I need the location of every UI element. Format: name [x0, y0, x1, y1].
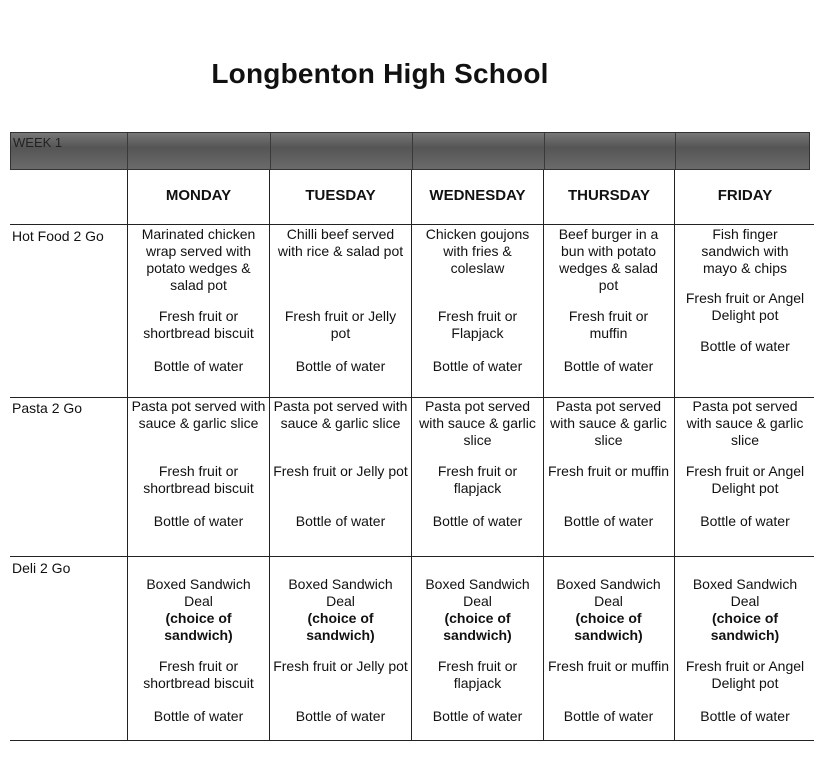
day-header-thursday: THURSDAY — [568, 187, 650, 204]
menu-cell — [416, 398, 539, 449]
week-label: WEEK 1 — [13, 135, 63, 150]
drink-option: Bottle of water — [153, 358, 244, 374]
sandwich-choice: (choice of sandwich) — [164, 610, 233, 643]
day-header-tuesday: TUESDAY — [305, 187, 376, 204]
main-dish: Pasta pot served with sauce & garlic slice — [131, 398, 266, 431]
menu-cell — [131, 463, 266, 497]
grid-line — [10, 556, 814, 557]
menu-cell — [131, 513, 266, 530]
main-dish: Boxed Sandwich Deal — [692, 576, 798, 609]
main-dish: Marinated chicken wrap served with potato wedges & salad pot — [141, 226, 256, 293]
sandwich-choice: (choice of sandwich) — [710, 610, 780, 643]
main-dish: Chicken goujons with fries & coleslaw — [425, 226, 530, 276]
sandwich-choice: (choice of sandwich) — [574, 610, 643, 643]
menu-cell — [549, 308, 668, 342]
menu-cell — [273, 708, 408, 725]
grid-line — [674, 170, 675, 740]
main-dish: Boxed Sandwich Deal — [556, 576, 661, 609]
grid-line — [10, 740, 814, 741]
menu-cell — [680, 708, 810, 725]
side-option: Fresh fruit or muffin — [568, 308, 649, 341]
side-option: Fresh fruit or muffin — [547, 658, 670, 674]
main-dish: Boxed Sandwich Deal — [425, 576, 530, 609]
main-dish: Pasta pot served with sauce & garlic slice — [273, 398, 408, 431]
menu-cell — [131, 708, 266, 725]
menu-cell — [131, 308, 266, 342]
grid-line — [269, 170, 270, 740]
side-option: Fresh fruit or Jelly pot — [273, 463, 408, 479]
row-label-deli: Deli 2 Go — [12, 560, 71, 576]
side-option: Fresh fruit or Flapjack — [437, 308, 518, 341]
side-option: Fresh fruit or flapjack — [437, 658, 518, 691]
menu-cell — [549, 226, 668, 294]
grid-line — [10, 224, 814, 225]
menu-cell — [547, 513, 670, 530]
drink-option: Bottle of water — [700, 338, 790, 354]
menu-cell — [273, 658, 408, 675]
menu-cell — [680, 463, 810, 497]
week-bar-divider — [544, 133, 545, 169]
menu-cell — [547, 398, 670, 449]
main-dish: Boxed Sandwich Deal — [146, 576, 251, 609]
side-option: Fresh fruit or muffin — [547, 463, 670, 479]
menu-cell — [131, 398, 266, 432]
week-header-bar — [10, 132, 810, 170]
grid-line — [543, 170, 544, 740]
menu-cell — [416, 576, 539, 644]
drink-option: Bottle of water — [563, 513, 654, 529]
side-option: Fresh fruit or shortbread biscuit — [143, 463, 254, 496]
drink-option: Bottle of water — [432, 358, 523, 374]
drink-option: Bottle of water — [153, 513, 244, 529]
menu-cell — [547, 576, 670, 644]
drink-option: Bottle of water — [432, 708, 523, 724]
drink-option: Bottle of water — [563, 708, 654, 724]
menu-cell — [418, 308, 537, 342]
side-option: Fresh fruit or Angel Delight pot — [685, 463, 805, 496]
menu-cell — [680, 658, 810, 692]
drink-option: Bottle of water — [700, 513, 790, 529]
main-dish: Pasta pot served with sauce & garlic slice — [550, 398, 667, 448]
menu-cell — [273, 576, 408, 644]
side-option: Fresh fruit or shortbread biscuit — [143, 308, 254, 341]
sandwich-choice: (choice of sandwich) — [443, 610, 512, 643]
page-title: Longbenton High School — [211, 58, 549, 89]
drink-option: Bottle of water — [295, 513, 386, 529]
menu-cell — [416, 658, 539, 692]
main-dish: Pasta pot served with sauce & garlic slice — [419, 398, 536, 448]
grid-line — [411, 170, 412, 740]
grid-line — [127, 170, 128, 740]
menu-cell — [418, 226, 537, 277]
side-option: Fresh fruit or Angel Delight pot — [685, 290, 805, 323]
menu-cell — [131, 658, 266, 692]
day-header-wednesday: WEDNESDAY — [429, 187, 526, 204]
menu-cell — [418, 358, 537, 375]
week-bar-divider — [675, 133, 676, 169]
menu-cell — [549, 358, 668, 375]
menu-cell — [680, 576, 810, 644]
menu-cell — [547, 708, 670, 725]
side-option: Fresh fruit or shortbread biscuit — [143, 658, 254, 691]
menu-cell — [684, 226, 806, 277]
drink-option: Bottle of water — [295, 358, 386, 374]
drink-option: Bottle of water — [700, 708, 790, 724]
menu-cell — [680, 338, 810, 355]
menu-cell — [275, 226, 406, 260]
drink-option: Bottle of water — [153, 708, 244, 724]
week-bar-divider — [270, 133, 271, 169]
row-label-pasta: Pasta 2 Go — [12, 400, 83, 416]
menu-cell — [275, 358, 406, 375]
side-option: Fresh fruit or Angel Delight pot — [685, 658, 805, 691]
menu-cell — [416, 463, 539, 497]
week-bar-divider — [412, 133, 413, 169]
menu-cell — [131, 226, 266, 294]
main-dish: Chilli beef served with rice & salad pot — [277, 226, 404, 259]
row-label-hot-food: Hot Food 2 Go — [12, 228, 104, 244]
sandwich-choice: (choice of sandwich) — [306, 610, 375, 643]
menu-cell — [273, 463, 408, 480]
drink-option: Bottle of water — [295, 708, 386, 724]
main-dish: Pasta pot served with sauce & garlic slice — [686, 398, 804, 448]
drink-option: Bottle of water — [563, 358, 654, 374]
main-dish: Fish finger sandwich with mayo & chips — [701, 226, 789, 276]
menu-cell — [131, 358, 266, 375]
side-option: Fresh fruit or flapjack — [437, 463, 518, 496]
menu-cell — [547, 658, 670, 675]
day-header-monday: MONDAY — [165, 187, 232, 204]
day-header-friday: FRIDAY — [717, 187, 773, 204]
week-bar-divider — [127, 133, 128, 169]
menu-cell — [680, 398, 810, 449]
menu-cell — [275, 308, 406, 342]
drink-option: Bottle of water — [432, 513, 523, 529]
menu-cell — [273, 513, 408, 530]
main-dish: Boxed Sandwich Deal — [288, 576, 393, 609]
side-option: Fresh fruit or Jelly pot — [273, 658, 408, 674]
main-dish: Beef burger in a bun with potato wedges & salad pot — [558, 226, 659, 293]
menu-cell — [547, 463, 670, 480]
side-option: Fresh fruit or Jelly pot — [284, 308, 397, 341]
menu-cell — [273, 398, 408, 432]
menu-cell — [680, 513, 810, 530]
menu-cell — [680, 290, 810, 324]
menu-cell — [131, 576, 266, 644]
menu-cell — [416, 708, 539, 725]
menu-cell — [416, 513, 539, 530]
